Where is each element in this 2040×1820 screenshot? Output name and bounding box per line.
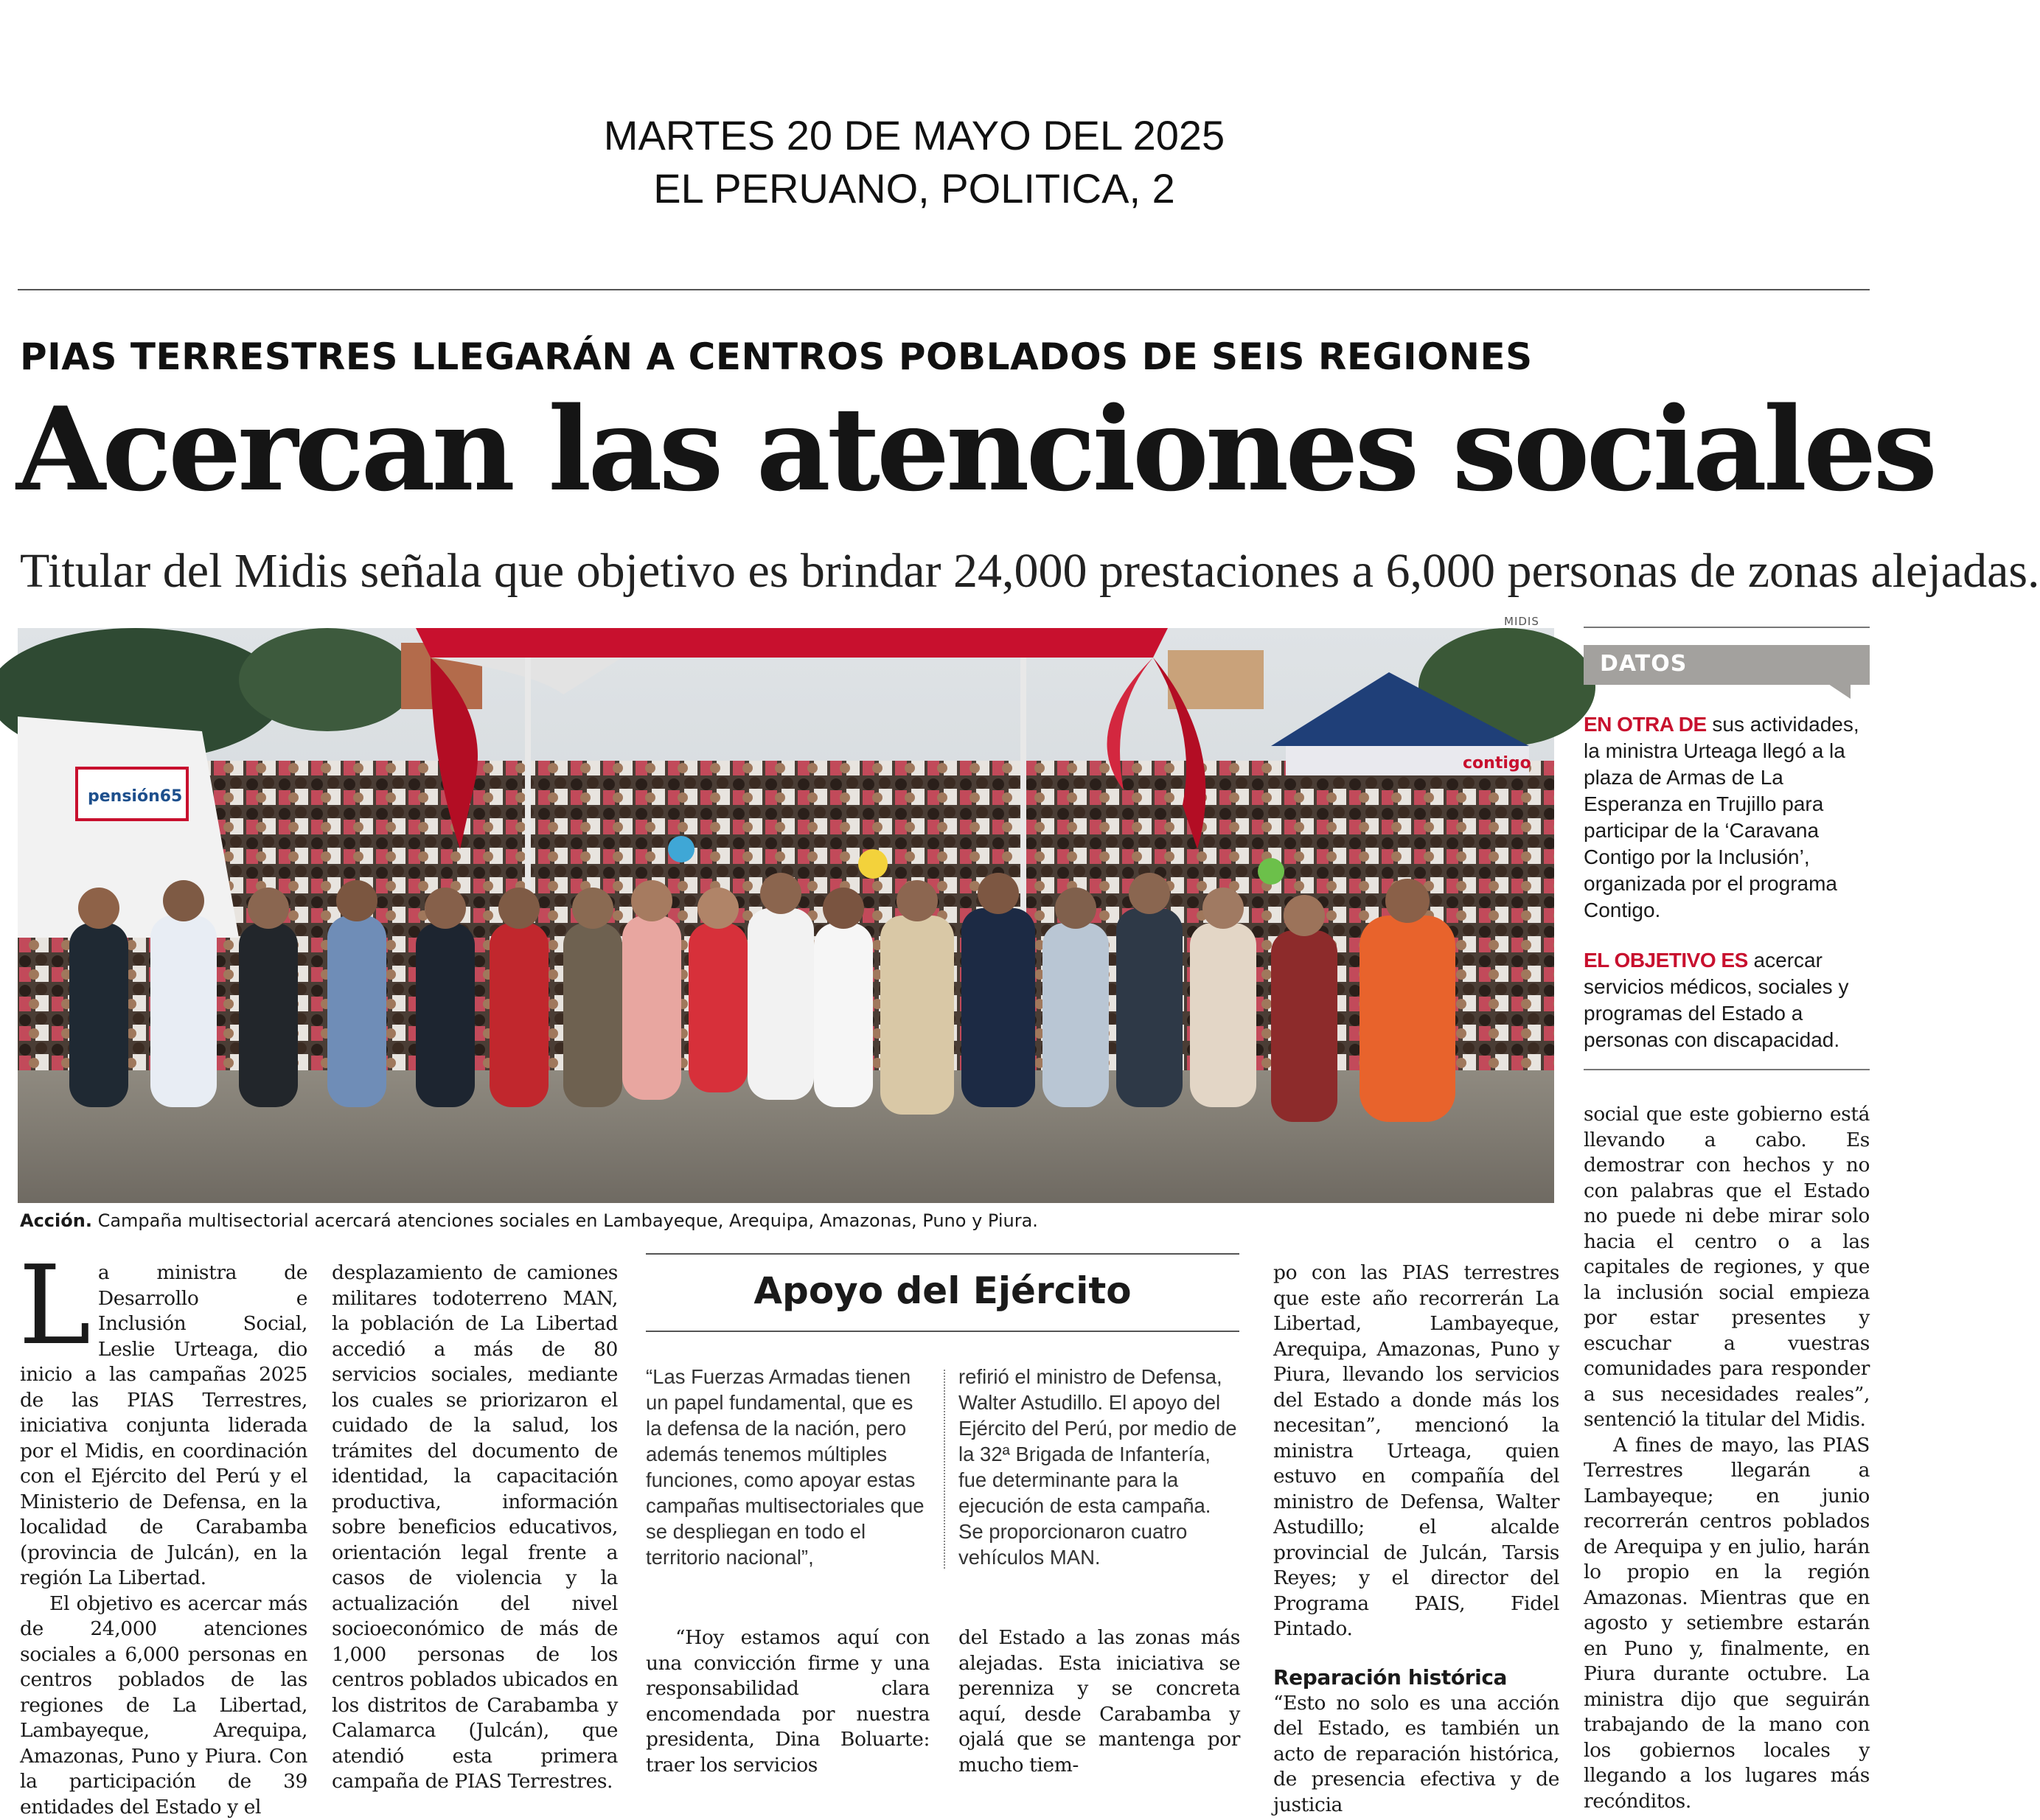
caption-label: Acción. (20, 1210, 92, 1231)
col4-paragraph-1: del Estado a las zonas más alejadas. Esta iniciativa se perenniza y se concreta aquí, desde Carabamba y ojalá que se mantenga por mucho tiem- (958, 1625, 1240, 1778)
col2-paragraph-1: desplazamiento de camiones militares todoterreno MAN, la población de La Libertad accedió a más de 80 servicios sociales, mediante los cuales se priorizaron el cuidado de la salud, los trámites del documento de identidad, la capacitación productiva, información sobre beneficios educativos, orientación legal frente a casos de violencia y la actualización del nivel socioeconómico de más de 1,000 personas de los centros poblados ubicados en los distritos de Carabamba y Calamarca (Julcán), que atendió esta primera campaña de PIAS Terrestres. (332, 1261, 618, 1795)
datos-p2-text: acercar servicios médicos, sociales y programas del Estado a personas con discapacidad. (1584, 949, 1848, 1051)
col3-paragraph-1: “Hoy estamos aquí con una convicción firme y una responsabilidad clara encomendada por nuestra presidenta, Dina Boluarte: traer los servicios (646, 1625, 930, 1778)
edition-header (0, 109, 1828, 215)
article-kicker: PIAS TERRESTRES LLEGARÁN A CENTROS POBLADOS DE SEIS REGIONES (20, 335, 1533, 378)
datos-p1-lead: EN OTRA DE (1584, 713, 1707, 736)
drop-cap: L (18, 1265, 91, 1346)
datos-title: DATOS (1600, 651, 1687, 677)
col5-paragraph-2: “Esto no solo es una acción del Estado, es también un acto de reparación histórica, de presencia efectiva y de justicia (1273, 1691, 1559, 1819)
date-line: MARTES 20 DE MAYO DEL 2025 (0, 109, 1828, 162)
datos-paragraph-2 (1584, 947, 1870, 1053)
box-left-text: “Las Fuerzas Armadas tienen un papel fundamental, que es la defensa de la nación, pero además tenemos múltiples funciones, como apoyar estas campañas multisectoriales que se despliegan en todo el territorio nacional”, (646, 1364, 926, 1570)
box-title-rule (646, 1331, 1239, 1332)
col1-paragraph-2: El objetivo es acercar más de 24,000 atenciones sociales a 6,000 personas en centros poblados de las regiones de La Libertad, Lambayeque, Arequipa, Amazonas, Puno y Piura. Con la participación de 39 entidades del Estado y el (20, 1591, 307, 1820)
box-divider (944, 1370, 945, 1569)
article-column-3 (646, 1625, 930, 1778)
article-column-5 (1273, 1261, 1559, 1818)
caption-text: Campaña multisectorial acercará atenciones sociales en Lambayeque, Arequipa, Amazonas, Puno y Piura. (92, 1210, 1038, 1231)
box-right-text: refirió el ministro de Defensa, Walter Astudillo. El apoyo del Ejército del Perú, por medio de la 32ª Brigada de Infantería, fue determinante para la ejecución de esta campaña. Se proporcionaron cuatro vehículos MAN. (958, 1364, 1239, 1570)
header-rule (18, 289, 1870, 290)
datos-p1-text: sus actividades, la ministra Urteaga llegó a la plaza de Armas de La Esperanza en Trujillo para participar de la ‘Caravana Contigo por la Inclusión’, organizada por el programa Contigo. (1584, 713, 1859, 921)
article-column-6 (1584, 1102, 1870, 1814)
datos-tab (1584, 645, 1870, 685)
col5-paragraph-1: po con las PIAS terrestres que este año recorrerán La Libertad, Lambayeque, Arequipa, Amazonas, Puno y Piura, llevando los servicios del Estado a donde más los necesitan”, mencionó la ministra Urteaga, quien estuvo en compañía del ministro de Defensa, Walter Astudillo; el alcalde provincial de Julcán, Tarsis Reyes; y el director del Programa PAIS, Fidel Pintado. (1273, 1261, 1559, 1642)
photo-sign-left: pensión65 (88, 787, 182, 806)
photo-sign-right: contigo (1463, 754, 1531, 773)
article-deck: Titular del Midis señala que objetivo es brindar 24,000 prestaciones a 6,000 personas de zonas alejadas. (20, 542, 2040, 601)
box-title: Apoyo del Ejército (646, 1269, 1239, 1312)
col6-paragraph-1: social que este gobierno está llevando a cabo. Es demostrar con hechos y no con palabras que el Estado no puede ni debe mirar solo hacia el centro o a las capitales de regiones, y que la inclusión social empieza por estar presentes y escuchar a vuestras comunidades para responder a sus necesidades reales”, sentenció la titular del Midis. (1584, 1102, 1870, 1433)
datos-paragraph-1 (1584, 711, 1870, 924)
article-column-4 (958, 1625, 1240, 1778)
article-photo (18, 628, 1554, 1203)
sidebar-bottom-rule (1584, 1069, 1870, 1070)
photo-credit: MIDIS (1504, 615, 1539, 628)
sidebar-top-rule (1584, 627, 1870, 628)
article-column-2 (332, 1261, 618, 1795)
col6-paragraph-2: A fines de mayo, las PIAS Terrestres llegarán a Lambayeque; en junio recorrerán centros poblados de Arequipa y en julio, harán lo propio en la región Amazonas. Mientras que en agosto y setiembre estarán en Puno y, finalmente, en Piura durante octubre. La ministra dijo que seguirán trabajando de la mano con los gobiernos locales y llegando a los lugares más recónditos. (1584, 1433, 1870, 1815)
box-top-rule (646, 1253, 1239, 1255)
datos-p2-lead: EL OBJETIVO ES (1584, 949, 1748, 972)
article-headline: Acercan las atenciones sociales (16, 380, 1934, 520)
col1-paragraph-1: a ministra de Desarrollo e Inclusión Social, Leslie Urteaga, dio inicio a las campañas 2025 de las PIAS Terrestres, iniciativa conjunta liderada por el Midis, en coordinación con el Ejército del Perú y el Ministerio de Defensa, en la localidad de Carabamba (provincia de Julcán), en la región La Libertad. (20, 1261, 307, 1589)
datos-notch (1828, 684, 1851, 699)
photo-caption (20, 1209, 1038, 1232)
article-column-1 (20, 1261, 307, 1820)
section-line: EL PERUANO, POLITICA, 2 (0, 162, 1828, 215)
col5-subhead: Reparación histórica (1273, 1664, 1559, 1691)
